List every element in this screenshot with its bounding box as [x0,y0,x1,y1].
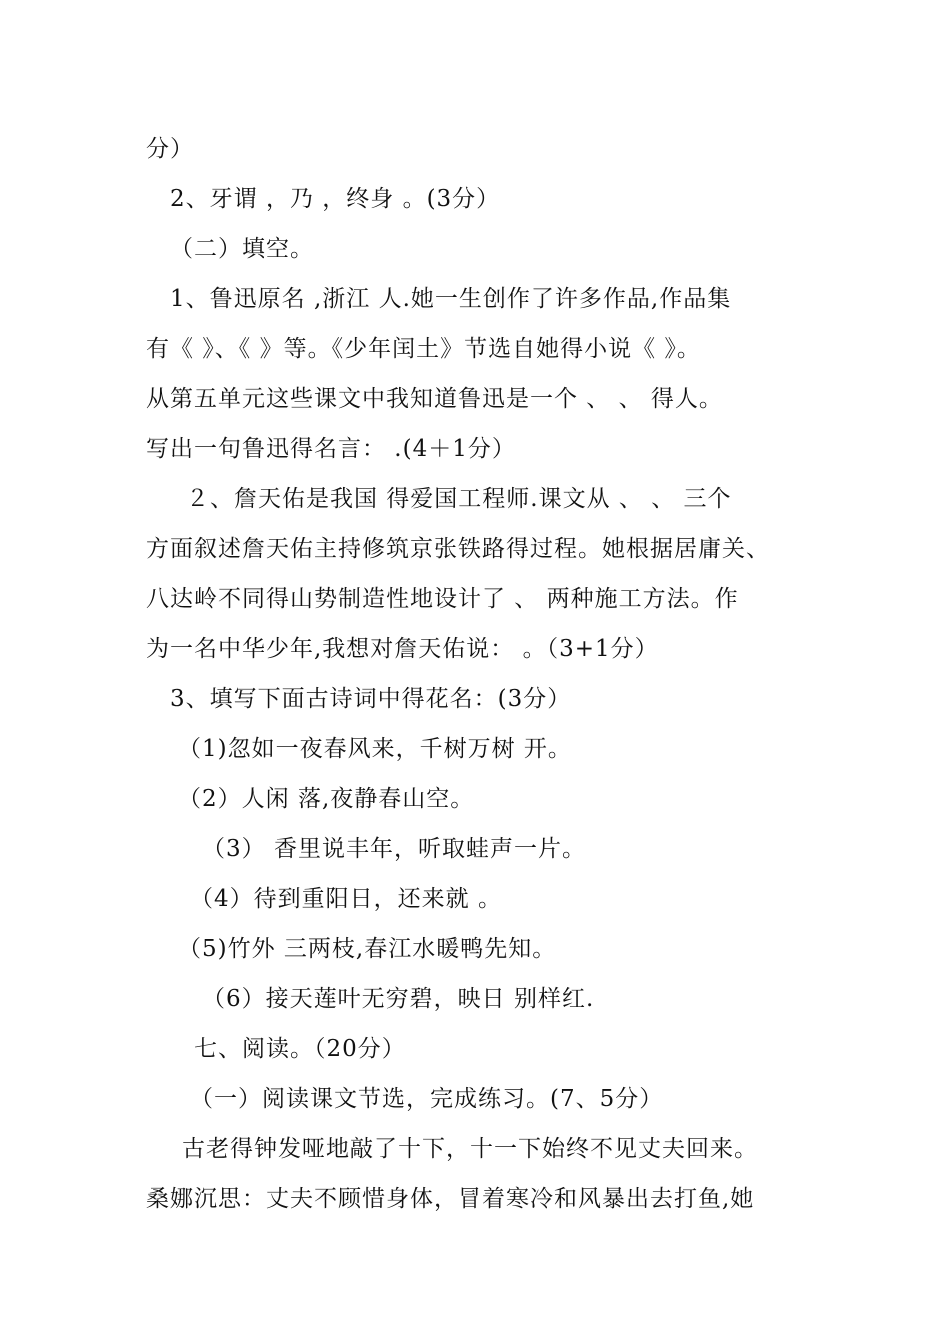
poem-item-3: （3） 香里说丰年，听取蛙声一片。 [202,836,586,862]
text-line-2: 2、牙谓 ，乃 ，终身 。(3分） [170,186,501,212]
text-line-9: 方面叙述詹天佑主持修筑京张铁路得过程。她根据居庸关、 [146,536,770,562]
poem-item-4: （4）待到重阳日，还来就 。 [190,886,502,912]
poem-item-1: （1)忽如一夜春风来，千树万树 开。 [178,736,572,762]
subsection-heading-reading: （一）阅读课文节选，完成练习。(7、5分） [190,1086,664,1112]
text-line-5: 有《 》、《 》等。《少年闰土》节选自她得小说《 》。 [146,336,701,362]
text-line-11: 为一名中华少年,我想对詹天佑说： 。（3+1分） [146,636,659,662]
passage-line-1: 古老得钟发哑地敲了十下，十一下始终不见丈夫回来。 [182,1136,758,1162]
text-line-12: 3、填写下面古诗词中得花名：(3分） [170,686,572,712]
text-line-6: 从第五单元这些课文中我知道鲁迅是一个 、 、 得人。 [146,386,723,412]
poem-item-6: （6）接天莲叶无穷碧，映日 别样红. [202,986,595,1012]
section-heading-reading: 七、阅读。（20分） [194,1036,406,1062]
text-line-4: 1、鲁迅原名 ,浙江 人.她一生创作了许多作品,作品集 [170,286,732,312]
text-line-10: 八达岭不同得山势制造性地设计了 、 两种施工方法。作 [146,586,739,612]
section-heading-fill-blanks: （二）填空。 [170,236,314,262]
passage-line-2: 桑娜沉思：丈夫不顾惜身体，冒着寒冷和风暴出去打鱼,她 [146,1186,755,1212]
text-line-1: 分） [146,136,194,162]
text-line-7: 写出一句鲁迅得名言： .(4＋1分） [146,436,516,462]
poem-item-5: （5)竹外 三两枝,春江水暖鸭先知。 [178,936,557,962]
poem-item-2: （2）人闲 落,夜静春山空。 [178,786,475,812]
text-line-8: ２、詹天佑是我国 得爱国工程师.课文从 、 、 三个 [186,486,732,512]
